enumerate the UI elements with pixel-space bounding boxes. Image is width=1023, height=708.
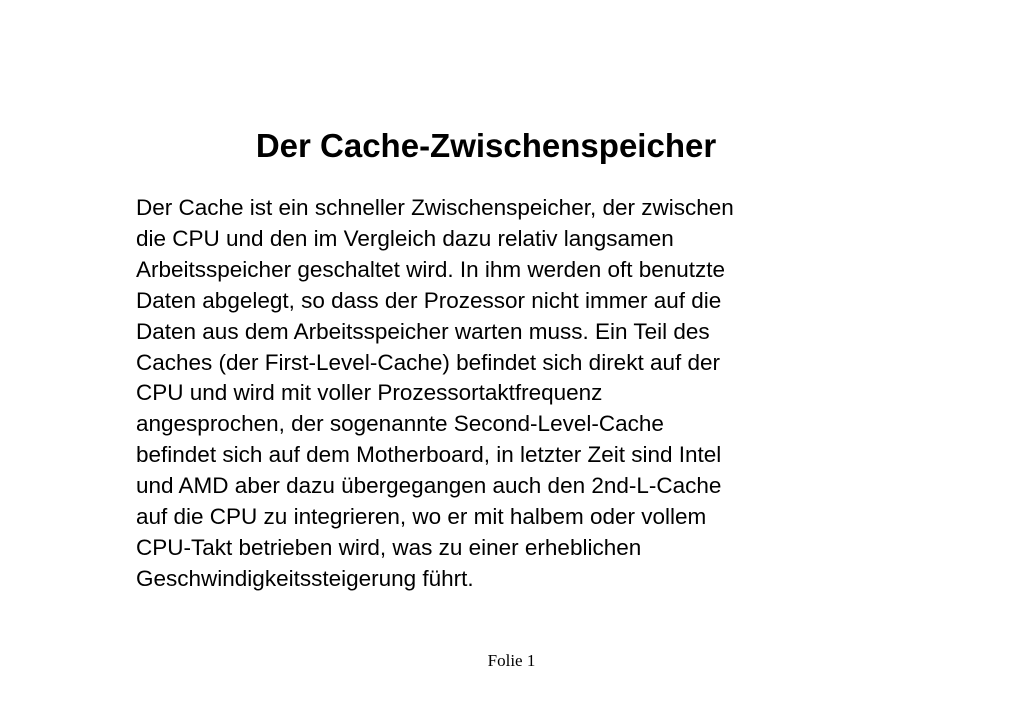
- body-line: Arbeitsspeicher geschaltet wird. In ihm werden oft benutzte: [136, 256, 726, 282]
- body-line: Daten abgelegt, so dass der Prozessor nicht immer auf die: [136, 287, 722, 313]
- body-line: CPU und wird mit voller Prozessortaktfrequenz: [136, 380, 603, 406]
- body-line: Geschwindigkeitssteigerung führt.: [136, 565, 474, 591]
- body-line: CPU-Takt betrieben wird, was zu einer erheblichen: [136, 534, 642, 560]
- body-line: die CPU und den im Vergleich dazu relativ langsamen: [136, 225, 674, 251]
- body-line: befindet sich auf dem Motherboard, in letzter Zeit sind Intel: [136, 442, 722, 468]
- slide-title: Der Cache-Zwischenspeicher: [255, 127, 717, 164]
- body-line: Daten aus dem Arbeitsspeicher warten muss. Ein Teil des: [136, 318, 710, 344]
- body-line: angesprochen, der sogenannte Second-Level-Cache: [136, 411, 664, 437]
- body-line: und AMD aber dazu übergegangen auch den 2nd-L-Cache: [136, 473, 722, 499]
- body-line: Caches (der First-Level-Cache) befindet sich direkt auf der: [136, 349, 721, 375]
- body-line: auf die CPU zu integrieren, wo er mit halbem oder vollem: [136, 504, 707, 530]
- slide-footer-page-label: Folie 1: [487, 651, 536, 670]
- body-line: Der Cache ist ein schneller Zwischenspeicher, der zwischen: [136, 195, 734, 220]
- slide-body: [136, 193, 856, 595]
